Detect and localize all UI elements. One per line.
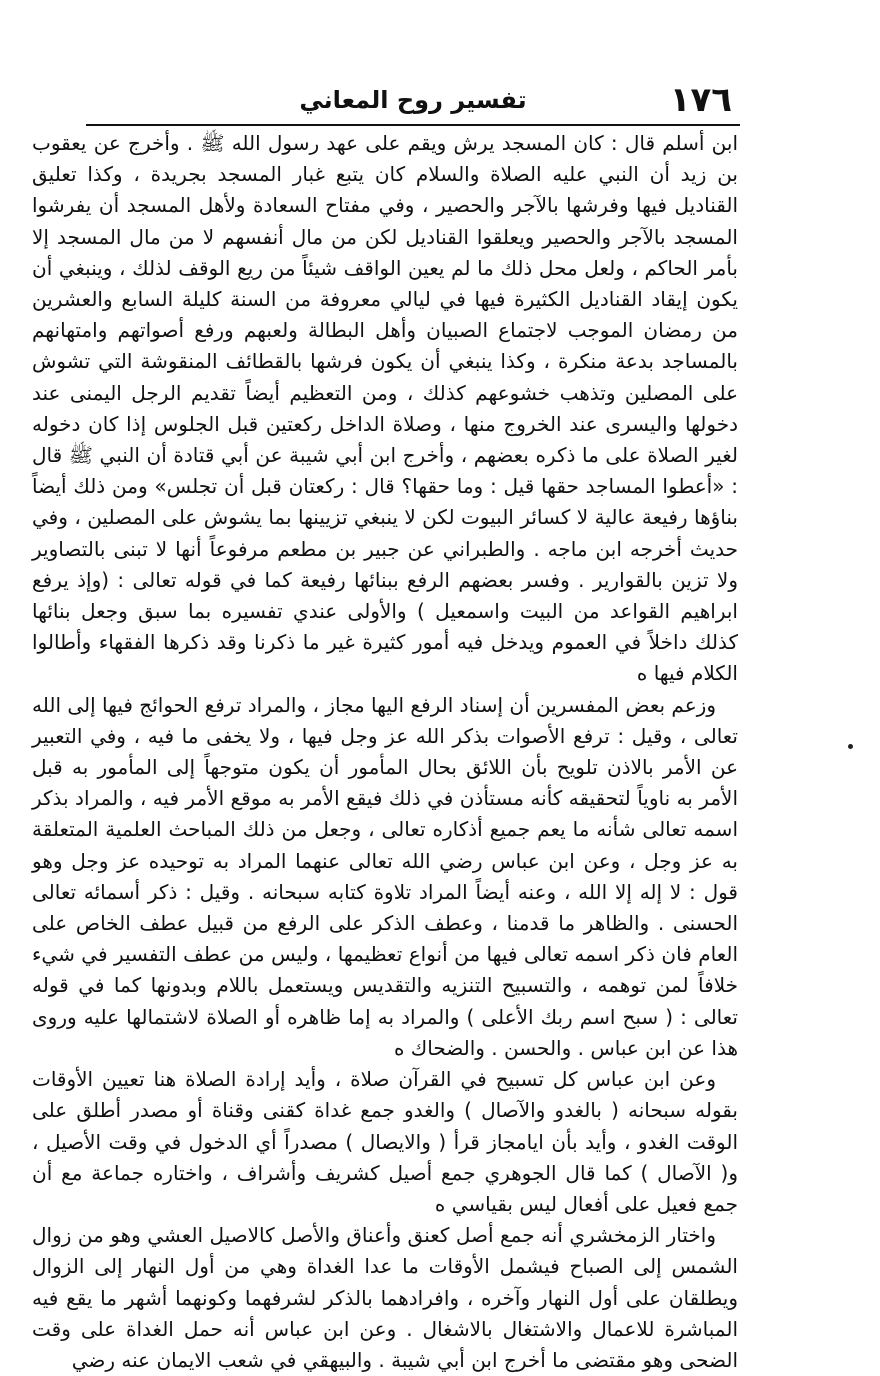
body-text: [32, 128, 738, 1376]
running-title: تفسير روح المعاني: [299, 86, 527, 114]
page-number: ١٧٦: [669, 80, 732, 120]
margin-dot: [848, 744, 853, 749]
paragraph-2: وزعم بعض المفسرين أن إسناد الرفع اليها مجاز ، والمراد ترفع الحوائج فيها إلى الله تعالى ، وقيل : ترفع الأصوات بذكر الله عز وجل فيها ، ولا يخفى ما فيه ، وفي التعبير عن الأمر بالاذن تلويح بأن اللائق بحال المأمور أن يكون متوجهاً إلى المأمور به قبل الأمر به ناوياً لتحقيقه كأنه مستأذن في ذلك فيقع الأمر به موقع الأمر فيه ، والمراد بذكر اسمه تعالى شأنه ما يعم جميع أذكاره تعالى ، وجعل من ذلك المباحث العلمية المتعلقة به عز وجل ، وعن ابن عباس رضي الله تعالى عنهما المراد به توحيده عز وجل وهو قول : لا إله إلا الله ، وعنه أيضاً المراد تلاوة كتابه سبحانه . وقيل : ذكر أسمائه تعالى الحسنى . والظاهر ما قدمنا ، وعطف الذكر على الرفع من قبيل عطف الخاص على العام فان ذكر اسمه تعالى فيها من أنواع تعظيمها ، وليس من عطف التفسير في شيء خلافاً لمن توهمه ، والتسبيح التنزيه والتقديس ويستعمل باللام وبدونها كما في قوله تعالى : ( سبح اسم ربك الأعلى ) والمراد به إما ظاهره أو الصلاة لاشتمالها عليه وروى هذا عن ابن عباس . والحسن . والضحاك ه: [32, 692, 738, 1060]
paragraph-1: ابن أسلم قال : كان المسجد يرش ويقم على عهد رسول الله ﷺ . وأخرج عن يعقوب بن زيد أن النبي عليه الصلاة والسلام كان يتبع غبار المسجد بجريدة ، وكذا تعليق القناديل فيها وفرشها بالآجر والحصير ، وفي مفتاح السعادة ولأهل المسجد أن يفرشوا المسجد بالآجر والحصير ويعلقوا القناديل لكن من مال أنفسهم لا من مال المسجد إلا بأمر الحاكم ، ولعل محل ذلك ما لم يعين الواقف شيئاً من ريع الوقف لذلك ، وينبغي أن يكون إيقاد القناديل الكثيرة فيها في ليالي معروفة من السنة كليلة السابع والعشرين من رمضان الموجب لاجتماع الصبيان وأهل البطالة ولعبهم ورفع أصواتهم وامتهانهم بالمساجد بدعة منكرة ، وكذا ينبغي أن يكون فرشها بالقطائف المنقوشة التي تشوش على المصلين وتذهب خشوعهم كذلك ، ومن التعظيم أيضاً تقديم الرجل اليمنى عند دخولها واليسرى عند الخروج منها ، وصلاة الداخل ركعتين قبل الجلوس إذا كان دخوله لغير الصلاة على ما ذكره بعضهم ، وأخرج ابن أبي شيبة عن أبي قتادة أن النبي ﷺ قال : «أعطوا المساجد حقها قيل : وما حقها؟ قال : ركعتان قبل أن تجلس» ومن ذلك أيضاً بناؤها رفيعة عالية لا كسائر البيوت لكن لا ينبغي تزيينها بما يشوش على المصلين ، وفي حديث أخرجه ابن ماجه . والطبراني عن جبير بن مطعم مرفوعاً أنها لا تبنى بالتصاوير ولا تزين بالقوارير . وفسر بعضهم الرفع ببنائها رفيعة كما في قوله تعالى : (وإذ يرفع ابراهيم القواعد من البيت واسمعيل ) والأولى عندي تفسيره بما سبق وجعل بنائها كذلك داخلاً في العموم ويدخل فيه أمور كثيرة غير ما ذكرنا وقد ذكرها الفقهاء وأطالوا الكلام فيها ه: [32, 131, 738, 686]
page-header: [86, 78, 740, 126]
paragraph-3: وعن ابن عباس كل تسبيح في القرآن صلاة ، وأيد إرادة الصلاة هنا تعيين الأوقات بقوله سبحانه ( بالغدو والآصال ) والغدو جمع غداة كقنى وقناة أو مصدر أطلق على الوقت الغدو ، وأيد بأن ايامجاز قرأ ( والايصال ) مصدراً أي الدخول في وقت الأصيل ، و( الآصال ) كما قال الجوهري جمع أصيل كشريف وأشراف ، واختاره جماعة مع أن جمع فعيل على أفعال ليس بقياسي ه: [32, 1067, 738, 1216]
paragraph-4: واختار الزمخشري أنه جمع أصل كعنق وأعناق والأصل كالاصيل العشي وهو من زوال الشمس إلى الصباح فيشمل الأوقات ما عدا الغداة وهي من أول النهار إلى الزوال ويطلقان على أول النهار وآخره ، وافرادهما بالذكر لشرفهما وكونهما أشهر ما يقع فيه المباشرة للاعمال والاشتغال بالاشغال . وعن ابن عباس أنه حمل الغداة على وقت الضحى وهو مقتضى ما أخرج ابن أبي شيبة . والبيهقي في شعب الايمان عنه رضي: [32, 1223, 738, 1372]
